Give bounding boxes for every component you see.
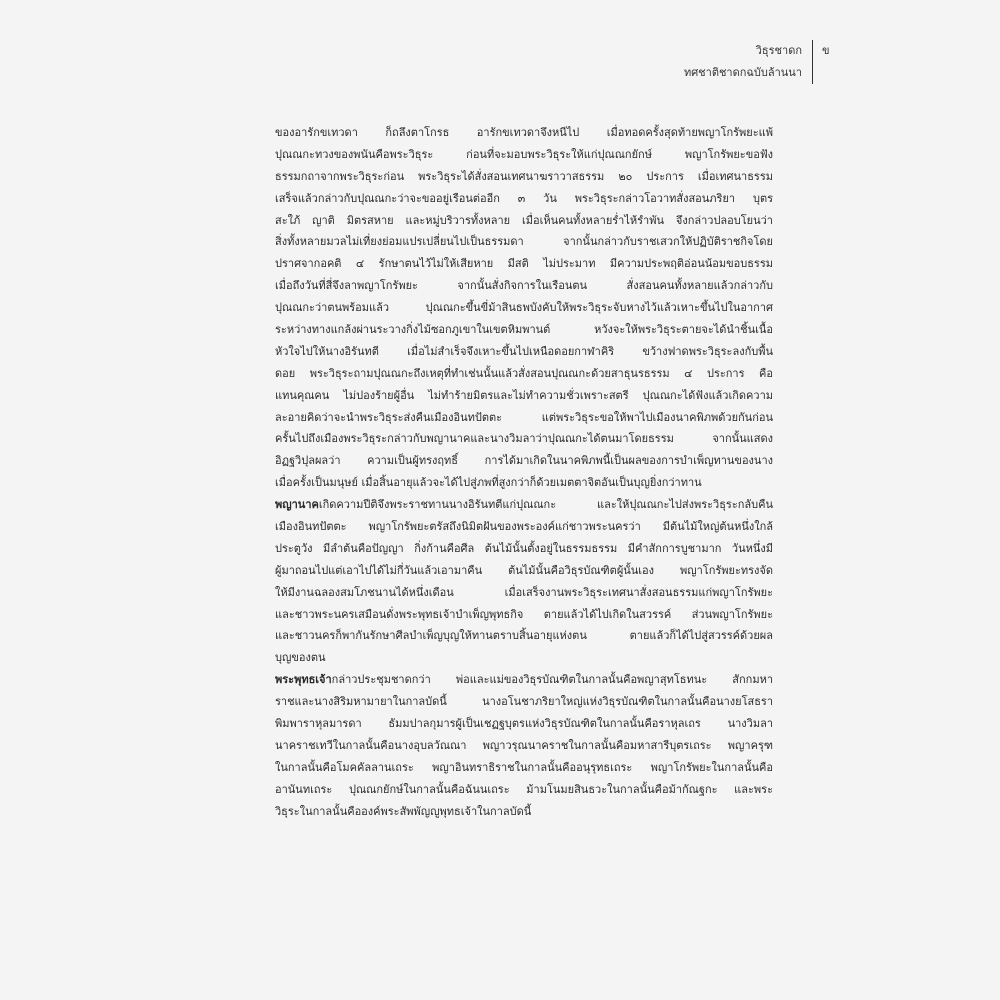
- text-line: [275, 669, 773, 691]
- text-line: ครั้นไปถึงเมืองพระวิธุระกล่าวกับพญานาคและนางวิมลาว่าปุณณกะได้ตนมาโดยธรรม จากนั้นแสดง: [275, 432, 773, 446]
- paragraph-2: [275, 494, 773, 669]
- text-line: แทนคุณคน ไม่ปองร้ายผู้อื่น ไม่ทำร้ายมิตรและไม่ทำความชั่วเพราะสตรี ปุณณกะได้ฟังแล้วเกิดความ: [275, 388, 773, 402]
- text-line: และชาวพระนครเสมือนดั่งพระพุทธเจ้าบำเพ็ญพุทธกิจ ตายแล้วได้ไปเกิดในสวรรค์ ส่วนพญาโกรัพยะ: [275, 607, 773, 621]
- text-line: เมื่อครั้งเป็นมนุษย์ เมื่อสิ้นอายุแล้วจะได้ไปสู่ภพที่สูงกว่าก็ด้วยเมตตาจิตอันเป็นบุญยิ่งกว่าทาน: [275, 476, 702, 490]
- text-line: หัวใจไปให้นางอิรันทตี เมื่อไม่สำเร็จจึงเหาะขึ้นไปเหนือดอยกาฬาคิริ ขว้างฟาดพระวิธุระลงกับพื้น: [275, 344, 773, 358]
- paragraph-lead: พญานาค: [275, 498, 319, 512]
- text-line: ละอายคิดว่าจะนำพระวิธุระส่งคืนเมืองอินทปัตตะ แต่พระวิธุระขอให้พาไปเมืองนาคพิภพด้วยกันก่อน: [275, 410, 773, 424]
- paragraph-3: [275, 669, 773, 822]
- text-segment: กล่าวประชุมชาดกว่า พ่อและแม่ของวิธุรบัณฑิตในกาลนั้นคือพญาสุทโธทนะ สักกมหา: [331, 673, 773, 687]
- text-line: ระหว่างทางแกล้งผ่านระวางกิ่งไม้ซอกภูเขาในเขตหิมพานต์ หวังจะให้พระวิธุระตายจะได้นำชิ้นเนื้อ: [275, 323, 773, 337]
- body-text: [275, 122, 773, 823]
- text-line: ประตูวัง มีลำต้นคือปัญญา กิ่งก้านคือศีล ต้นไม้นั้นตั้งอยู่ในธรรมธรรม มีคำสักการบูชามาก วันหนึ่งมี: [275, 541, 773, 555]
- text-line: ของอารักขเทวดา ก็ถลึงตาโกรธ อารักขเทวดาจึงหนีไป เมื่อทอดครั้งสุดท้ายพญาโกรัพยะแพ้: [275, 126, 773, 139]
- running-head: [684, 40, 813, 84]
- text-line: วิธุระในกาลนั้นคือองค์พระสัพพัญญูพุทธเจ้าในกาลบัดนี้: [275, 804, 532, 818]
- text-line: ปุณณกะว่าตนพร้อมแล้ว ปุณณกะขึ้นขี่ม้าสินธพบังคับให้พระวิธุระจับหางไว้แล้วเหาะขึ้นไปในอากาศ: [275, 301, 773, 315]
- running-head-title: วิธุรชาดก: [755, 44, 802, 57]
- text-line: อานันทเถระ ปุณณกยักษ์ในกาลนั้นคือฉันนเถระ ม้ามโนมยสินธวะในกาลนั้นคือม้ากัณฐกะ และพระ: [275, 782, 773, 796]
- text-line: สิ่งทั้งหลายมวลไม่เที่ยงย่อมแปรเปลี่ยนไปเป็นธรรมดา จากนั้นกล่าวกับราชเสวกให้ปฏิบัติราชกิจโดย: [275, 235, 773, 249]
- text-line: พิมพาราหุลมารดา ธัมมปาลกุมารผู้เป็นเชฏฐบุตรแห่งวิธุรบัณฑิตในกาลนั้นคือราหุลเถร นางวิมลา: [275, 717, 773, 731]
- text-line: ราชและนางสิริมหามายาในกาลบัดนี้ นางอโนชาภริยาใหญ่แห่งวิธุรบัณฑิตในกาลนั้นคือนางยโสธรา: [275, 695, 773, 709]
- text-line: [275, 494, 773, 516]
- text-line: ปุณณกะทวงของพนันคือพระวิธุระ ก่อนที่จะมอบพระวิธุระให้แก่ปุณณกยักษ์ พญาโกรัพยะขอฟัง: [275, 147, 773, 161]
- text-line: และชาวนครก็พากันรักษาศีลบำเพ็ญบุญให้ทานตราบสิ้นอายุแห่งตน ตายแล้วก็ได้ไปสู่สวรรค์ด้วยผล: [275, 629, 773, 643]
- text-line: เมืองอินทปัตตะ พญาโกรัพยะตรัสถึงนิมิตฝันของพระองค์แก่ชาวพระนครว่า มีต้นไม้ใหญ่ต้นหนึ่งใกล้: [275, 520, 773, 534]
- text-line: ในกาลนั้นคือโมคคัลลานเถระ พญาอินทราธิราชในกาลนั้นคืออนุรุทธเถระ พญาโกรัพยะในกาลนั้นคือ: [275, 760, 773, 774]
- text-line: ให้มีงานฉลองสมโภชนานได้หนึ่งเดือน เมื่อเสร็จงานพระวิธุระเทศนาสั่งสอนธรรมแก่พญาโกรัพยะ: [275, 585, 773, 599]
- paragraph-lead: พระพุทธเจ้า: [275, 673, 332, 687]
- text-line: ดอย พระวิธุระถามปุณณกะถึงเหตุที่ทำเช่นนั้นแล้วสั่งสอนปุณณกะด้วยสาธุนรธรรม ๔ ประการ คือ: [275, 366, 773, 380]
- text-line: เสร็จแล้วกล่าวกับปุณณกะว่าจะขออยู่เรือนต่ออีก ๓ วัน พระวิธุระกล่าวโอวาทสั่งสอนภริยา บุตร: [275, 191, 773, 205]
- text-line: อิฏฐวิปุลผลว่า ความเป็นผู้ทรงฤทธิ์ การได้มาเกิดในนาคพิภพนี้เป็นผลของการบำเพ็ญทานของนาง: [275, 454, 773, 468]
- text-line: ธรรมกถาจากพระวิธุระก่อน พระวิธุระได้สั่งสอนเทศนาฆราวาสธรรม ๒๐ ประการ เมื่อเทศนาธรรม: [275, 169, 773, 183]
- page-number: ข: [822, 44, 830, 57]
- text-line: ปราศจากอคติ ๔ รักษาตนไว้ไม่ให้เสียหาย มีสติ ไม่ประมาท มีความประพฤติอ่อนน้อมขอบธรรม: [275, 257, 773, 271]
- paragraph-1: [275, 122, 773, 494]
- text-line: ผู้มาถอนไปแต่เอาไปได้ไม่กี่วันแล้วเอามาคืน ต้นไม้นั้นคือวิธุรบัณฑิตผู้นั้นเอง พญาโกรัพยะทรงจัด: [275, 563, 773, 577]
- text-line: เมื่อถึงวันที่สี่จึงลาพญาโกรัพยะ จากนั้นสั่งกิจการในเรือนตน สั่งสอนคนทั้งหลายแล้วกล่าวกับ: [275, 279, 773, 293]
- text-line: บุญของตน: [275, 651, 326, 665]
- text-line: สะใภ้ ญาติ มิตรสหาย และหมู่บริวารทั้งหลาย เมื่อเห็นคนทั้งหลายร่ำไห้รำพัน จึงกล่าวปลอบโยนว่า: [275, 213, 773, 227]
- running-head-subtitle: ทศชาติชาดกฉบับล้านนา: [683, 66, 802, 79]
- text-segment: เกิดความปีติจึงพระราชทานนางอิรันทตีแก่ปุณณกะ และให้ปุณณกะไปส่งพระวิธุระกลับคืน: [318, 498, 773, 512]
- text-line: นาคราชเทวีในกาลนั้นคือนางอุบลวัณณา พญาวรุณนาคราชในกาลนั้นคือมหาสารีบุตรเถระ พญาครุฑ: [275, 738, 773, 752]
